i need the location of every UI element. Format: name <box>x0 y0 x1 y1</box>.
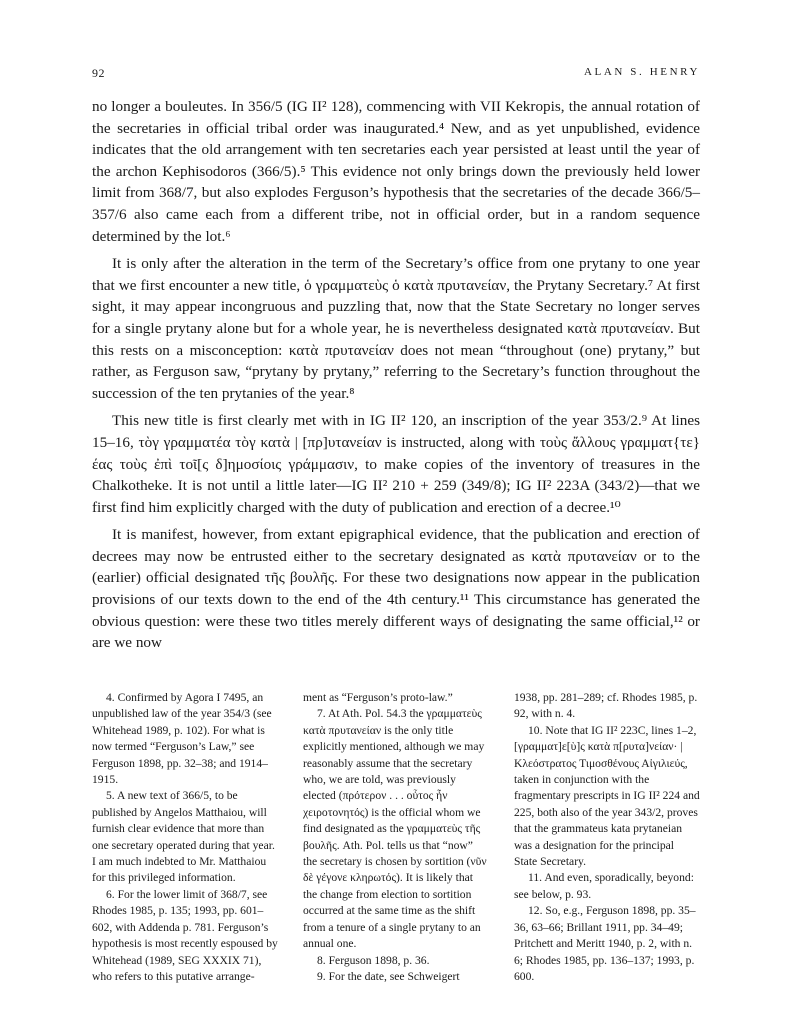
footnote-8: 8. Ferguson 1898, p. 36. <box>317 953 430 967</box>
running-head <box>92 66 700 82</box>
footnote-column-1 <box>92 690 278 985</box>
paragraph-4: It is manifest, however, from extant epigraphical evidence, that the publication and erection of decrees may now be entrusted either to the secretary designated as κατὰ πρυτανείαν or to the (earlier) official designated τῆς βουλῆς. For these two designations now appear in the publication provisions of our texts down to the end of the 4th century.¹¹ This circumstance has generated the obvious question: were these two titles merely different ways of designating the same official,¹² or are we now <box>92 526 700 652</box>
paragraph-3: This new title is first clearly met with in IG II² 120, an inscription of the year 353/2.⁹ At lines 15–16, τὸγ γραμματέα τὸγ κατὰ | [πρ]υτανείαν is instructed, along with τοὺς ἄλλους γραμματ{τε}έας τοὺς ἐπὶ τοῖ[ς δ]ημοσίοις γράμμασιν, to make copies of the inventory of treasures in the Chalkotheke. It is not until a little later—IG II² 210 + 259 (349/8); IG II² 223A (343/2)—that we first find him explicitly charged with the duty of publication and erection of a decree.¹⁰ <box>92 412 700 516</box>
paragraph-2: It is only after the alteration in the term of the Secretary’s office from one prytany to one year that we first encounter a new title, ὁ γραμματεὺς ὁ κατὰ πρυτανείαν, the Prytany Secretary.⁷ At first sight, it may appear incongruous and puzzling that, now that the State Secretary no longer serves for a single prytany alone but for a whole year, he is nevertheless designated κατὰ πρυτανείαν. But this rests on a misconception: κατὰ πρυτανείαν does not mean “throughout (one) prytany,” but rather, as Ferguson saw, “prytany by prytany,” referring to the Secretary’s function throughout the succession of the ten prytanies of the year.⁸ <box>92 255 700 402</box>
footnote-6: 6. For the lower limit of 368/7, see Rhodes 1985, p. 135; 1993, pp. 601–602, with Addenda p. 781. Ferguson’s hypothesis is most recently espoused by Whitehead (1989, SEG XXXIX 71), who refers to this putative arrange- <box>92 887 278 983</box>
footnotes <box>92 690 700 990</box>
footnote-10: 10. Note that IG II² 223C, lines 1–2, [γραμματ]ε[ὺ]ς κατὰ π[ρυτα]νείαν· | Κλεόστρατος Τιμοσθένους Αἰγιλιεύς, taken in conjunction with the fragmentary prescripts in IG II² 224 and 225, both also of the year 343/2, proves that the grammateus kata prytaneian was a designation for the principal State Secretary. <box>514 723 700 869</box>
page-number: 92 <box>92 66 105 80</box>
footnote-9: 9. For the date, see Schweigert <box>317 969 460 983</box>
footnote-7: 7. At Ath. Pol. 54.3 the γραμματεὺς κατὰ πρυτανείαν is the only title explicitly mentioned, although we may reasonably assume that the secretary who, we are told, was previously elected (πρότερον . . . οὗτος ἦν χειροτονητός) is the official whom we find designated as the γραμματεὺς τῆς βουλῆς. Ath. Pol. tells us that “now” the secretary is chosen by sortition (νῦν δὲ γέγονε κληρωτός). It is likely that the change from election to sortition occurred at the same time as the shift from a tenure of a single prytany to an annual one. <box>303 707 487 951</box>
footnote-column-2 <box>303 690 489 985</box>
footnote-5: 5. A new text of 366/5, to be published by Angelos Matthaiou, will furnish clear evidence that more than one secretary operated during that year. I am much indebted to Mr. Matthaiou for this privileged information. <box>92 789 275 885</box>
footnote-column-3 <box>514 690 700 985</box>
running-head-author: ALAN S. HENRY <box>584 66 700 78</box>
footnote-11: 11. And even, sporadically, beyond: see below, p. 93. <box>514 871 694 901</box>
footnote-9-continued: 1938, pp. 281–289; cf. Rhodes 1985, p. 92, with n. 4. <box>514 691 698 721</box>
footnote-12: 12. So, e.g., Ferguson 1898, pp. 35–36, 63–66; Brillant 1911, pp. 34–49; Pritchett and Meritt 1940, p. 2, with n. 6; Rhodes 1985, pp. 136–137; 1993, p. 600. <box>514 904 696 983</box>
footnote-6-continued: ment as “Ferguson’s proto-law.” <box>303 691 453 704</box>
footnote-4: 4. Confirmed by Agora I 7495, an unpublished law of the year 354/3 (see Whitehead 1989, p. 102). For what is now termed “Ferguson’s Law,” see Ferguson 1898, pp. 32–38; and 1914–1915. <box>92 691 272 787</box>
paragraph-1: no longer a bouleutes. In 356/5 (IG II² 128), commencing with VII Kekropis, the annual rotation of the secretaries in official tribal order was inaugurated.⁴ New, and as yet unpublished, evidence indicates that the old arrangement with ten secretaries each year persisted at least until the year of the archon Kephisodoros (366/5).⁵ This evidence not only brings down the previously held lower limit from 368/7, but also explodes Ferguson’s hypothesis that the secretaries of the decade 366/5–357/6 also came each from a different tribe, not in official order, but in a random sequence determined by the lot.⁶ <box>92 98 700 245</box>
main-text <box>92 96 700 660</box>
